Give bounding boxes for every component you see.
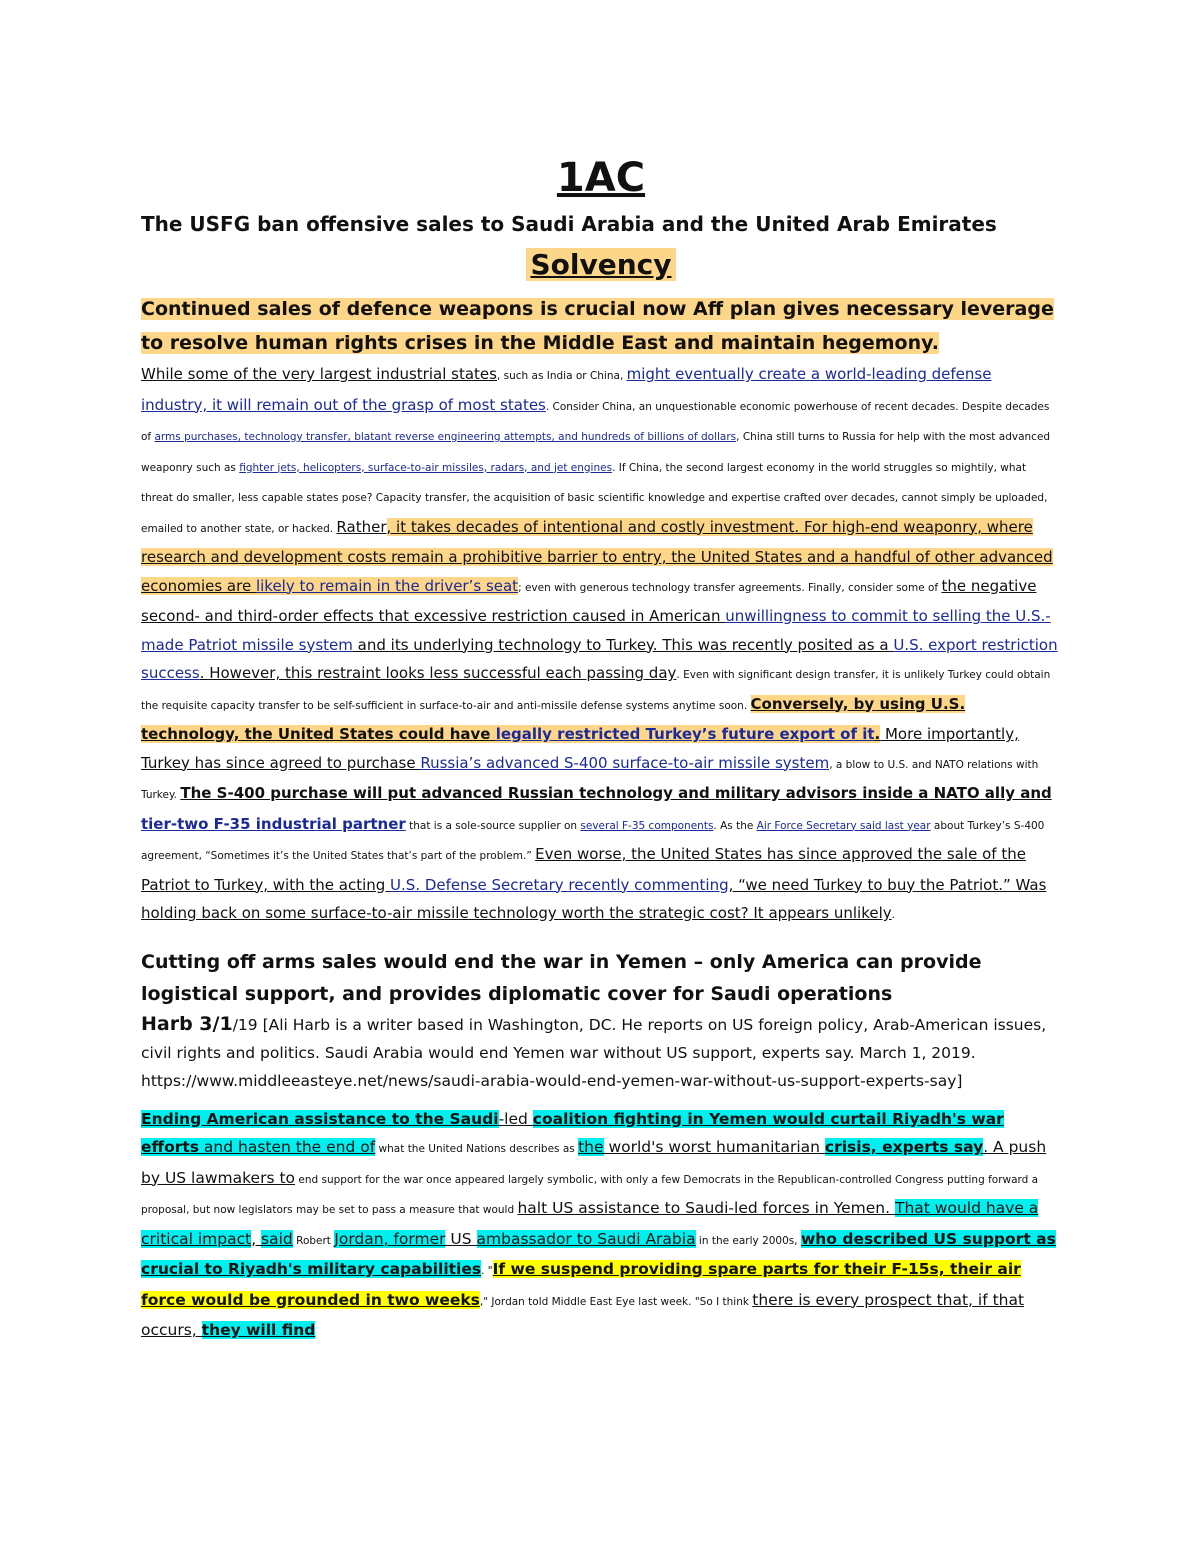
hyperlink[interactable]: Air Force Secretary said last year xyxy=(756,819,931,832)
highlighted-text: Jordan, former xyxy=(334,1229,446,1248)
document-page xyxy=(141,148,1061,1345)
text-run: -led xyxy=(498,1109,533,1128)
cite-text: [Ali Harb is a writer based in Washington, DC. He reports on US foreign policy, Arab-American issues, civil rights and politics. Saudi Arabia would end Yemen war without US support, experts say. March 1, 2019. https://www.middleeasteye.net/news/saudi-arabia-would-end-yemen-war-without-us-support-experts-say] xyxy=(141,1015,1047,1090)
tag-text: Continued sales of defence weapons is crucial now Aff plan gives necessary leverage to resolve human rights crises in the Middle East and maintain hegemony. xyxy=(141,298,1054,354)
text-run: end support for the war once appeared largely symbolic, with only a few Democrats in the Republican-controlled Congress putting forward a proposal, but now legislators may be set to pass a measure that would xyxy=(141,1173,1039,1216)
text-run: . xyxy=(891,909,895,921)
highlighted-text: . xyxy=(874,725,881,743)
text-run: , such as India or China, xyxy=(496,370,627,382)
text-run: Even worse, the United States has since approved the sale of the Patriot to Turkey, with the acting xyxy=(141,845,1026,894)
hyperlink[interactable]: legally restricted Turkey’s future export of it xyxy=(495,725,875,743)
text-run: , China still turns to Russia for help with the most advanced weaponry such as xyxy=(141,431,1051,474)
hyperlink[interactable]: U.S. Defense Secretary recently commenting xyxy=(390,875,729,894)
text-run: , xyxy=(251,1229,262,1248)
text-run: and its underlying technology to Turkey xyxy=(352,635,653,654)
text-run: Robert xyxy=(292,1234,335,1247)
text-run: . As the xyxy=(713,819,757,832)
highlighted-text: That would have a critical impact xyxy=(141,1199,1039,1248)
resolution-heading: The USFG ban offensive sales to Saudi Arabia and the United Arab Emirates xyxy=(141,212,997,236)
highlighted-text: they will find xyxy=(201,1321,316,1339)
text-run: . xyxy=(885,1199,895,1217)
text-run: US xyxy=(445,1229,477,1248)
text-run: While some of the very largest industrial states xyxy=(141,365,497,383)
cite-year: /19 xyxy=(232,1015,258,1034)
hyperlink[interactable]: fighter jets, helicopters, surface-to-air missiles, radars, and jet engines xyxy=(239,461,613,474)
highlighted-text: and hasten the end of xyxy=(199,1138,376,1156)
text-run: . " xyxy=(481,1265,493,1277)
card-tag-1 xyxy=(141,292,1061,360)
highlighted-text: If we suspend providing spare parts for their F-15s, their air force would be grounded in two weeks xyxy=(141,1260,1021,1309)
text-run: More importantly, Turkey has since agreed to purchase xyxy=(141,725,1019,772)
text-run: . This was recently posited as a xyxy=(652,635,894,654)
hyperlink[interactable]: several F-35 components xyxy=(580,819,714,832)
hyperlink[interactable]: unwillingness to commit to selling the U.S.-made Patriot missile system xyxy=(141,607,1051,654)
highlighted-text: the xyxy=(578,1138,604,1156)
text-run: The S-400 purchase will put advanced Russian technology and military advisors inside a NATO ally and xyxy=(180,784,1052,802)
page-title: 1AC xyxy=(556,155,646,201)
text-run: there is every prospect that, if that occurs, xyxy=(141,1290,1025,1339)
hyperlink[interactable]: arms purchases, technology transfer, blatant reverse engineering attempts, and hundreds of billions of dollars xyxy=(154,431,737,443)
text-run: . Even with significant design transfer, it is unlikely Turkey could obtain the requisite capacity transfer to be self-sufficient in surface-to-air and anti-missile defense systems anytime soon. xyxy=(141,669,1051,712)
text-run: . If China, the second largest economy in the world struggles so mightily, what threat do smaller, less capable states pose? Capacity transfer, the acquisition of basic scientific knowledge and expertise crafted over decades, cannot simply be uploaded, emailed to another state, or hacked. xyxy=(141,461,1048,535)
evidence-card-1 xyxy=(141,360,1061,930)
highlighted-text: coalition fighting in Yemen would curtail Riyadh's war efforts xyxy=(141,1109,1004,1156)
text-run: Rather xyxy=(336,517,387,536)
highlighted-text: who described US support as crucial to Riyadh's military capabilities xyxy=(141,1229,1056,1278)
highlighted-text: crisis, experts say xyxy=(824,1138,984,1156)
text-run: about Turkey’s S-400 agreement, “Sometimes it’s the United States that’s part of the problem.” xyxy=(141,819,1045,862)
section-label: Solvency xyxy=(526,248,675,281)
highlighted-text: ambassador to Saudi Arabia xyxy=(476,1229,696,1248)
highlighted-text: said xyxy=(261,1229,293,1248)
hyperlink[interactable]: Russia’s advanced S-400 surface-to-air missile system xyxy=(420,753,830,772)
text-run: . However, this restraint looks less successful each passing day xyxy=(199,664,677,682)
text-run: what the United Nations describes as xyxy=(375,1143,579,1155)
card-tag-2: Cutting off arms sales would end the war in Yemen – only America can provide logistical support, and provides diplomatic cover for Saudi operations xyxy=(141,950,982,1005)
text-run: . A push by US lawmakers to xyxy=(141,1138,1047,1187)
text-run: the negative second- and third-order effects that excessive restriction caused in American xyxy=(141,576,1037,625)
citation xyxy=(141,1010,1061,1095)
highlighted-text: Ending American assistance to the Saudi xyxy=(141,1109,499,1128)
hyperlink[interactable]: might eventually create a world-leading defense industry, it will remain out of the grasp of most states xyxy=(141,365,992,414)
text-run: . Consider China, an unquestionable economic powerhouse of recent decades. Despite decades of xyxy=(141,400,1050,443)
text-run: that is a sole-source supplier on xyxy=(405,819,581,832)
highlighted-text: Conversely, by using U.S. technology, the United States could have xyxy=(141,694,966,743)
hyperlink[interactable]: tier-two F-35 industrial partner xyxy=(141,814,406,833)
text-run: in the early 2000s, xyxy=(695,1234,801,1247)
evidence-card-2 xyxy=(141,1105,1061,1345)
text-run: world's worst humanitarian xyxy=(603,1138,825,1156)
text-run: halt US assistance to Saudi-led forces in Yemen xyxy=(517,1199,886,1217)
text-run: , a blow to U.S. and NATO relations with Turkey. xyxy=(141,758,1039,801)
cite-author: Harb 3/1 xyxy=(141,1012,233,1035)
text-run: , “we need Turkey to buy the Patriot.” Was holding back on some surface-to-air missile technology worth the strategic cost? It appears unlikely xyxy=(141,875,1047,922)
highlighted-text: , it takes decades of intentional and costly investment. For high-end weaponry, where research and development costs remain a prohibitive barrier to entry, the United States and a handful of other advanced economies are xyxy=(141,517,1053,595)
section-heading xyxy=(141,244,1061,290)
text-run: ," Jordan told Middle East Eye last week. "So I think xyxy=(479,1295,753,1308)
hyperlink[interactable]: likely to remain in the driver’s seat xyxy=(255,576,519,595)
hyperlink[interactable]: U.S. export restriction success xyxy=(141,635,1058,682)
text-run: ; even with generous technology transfer agreements. Finally, consider some of xyxy=(518,581,942,594)
